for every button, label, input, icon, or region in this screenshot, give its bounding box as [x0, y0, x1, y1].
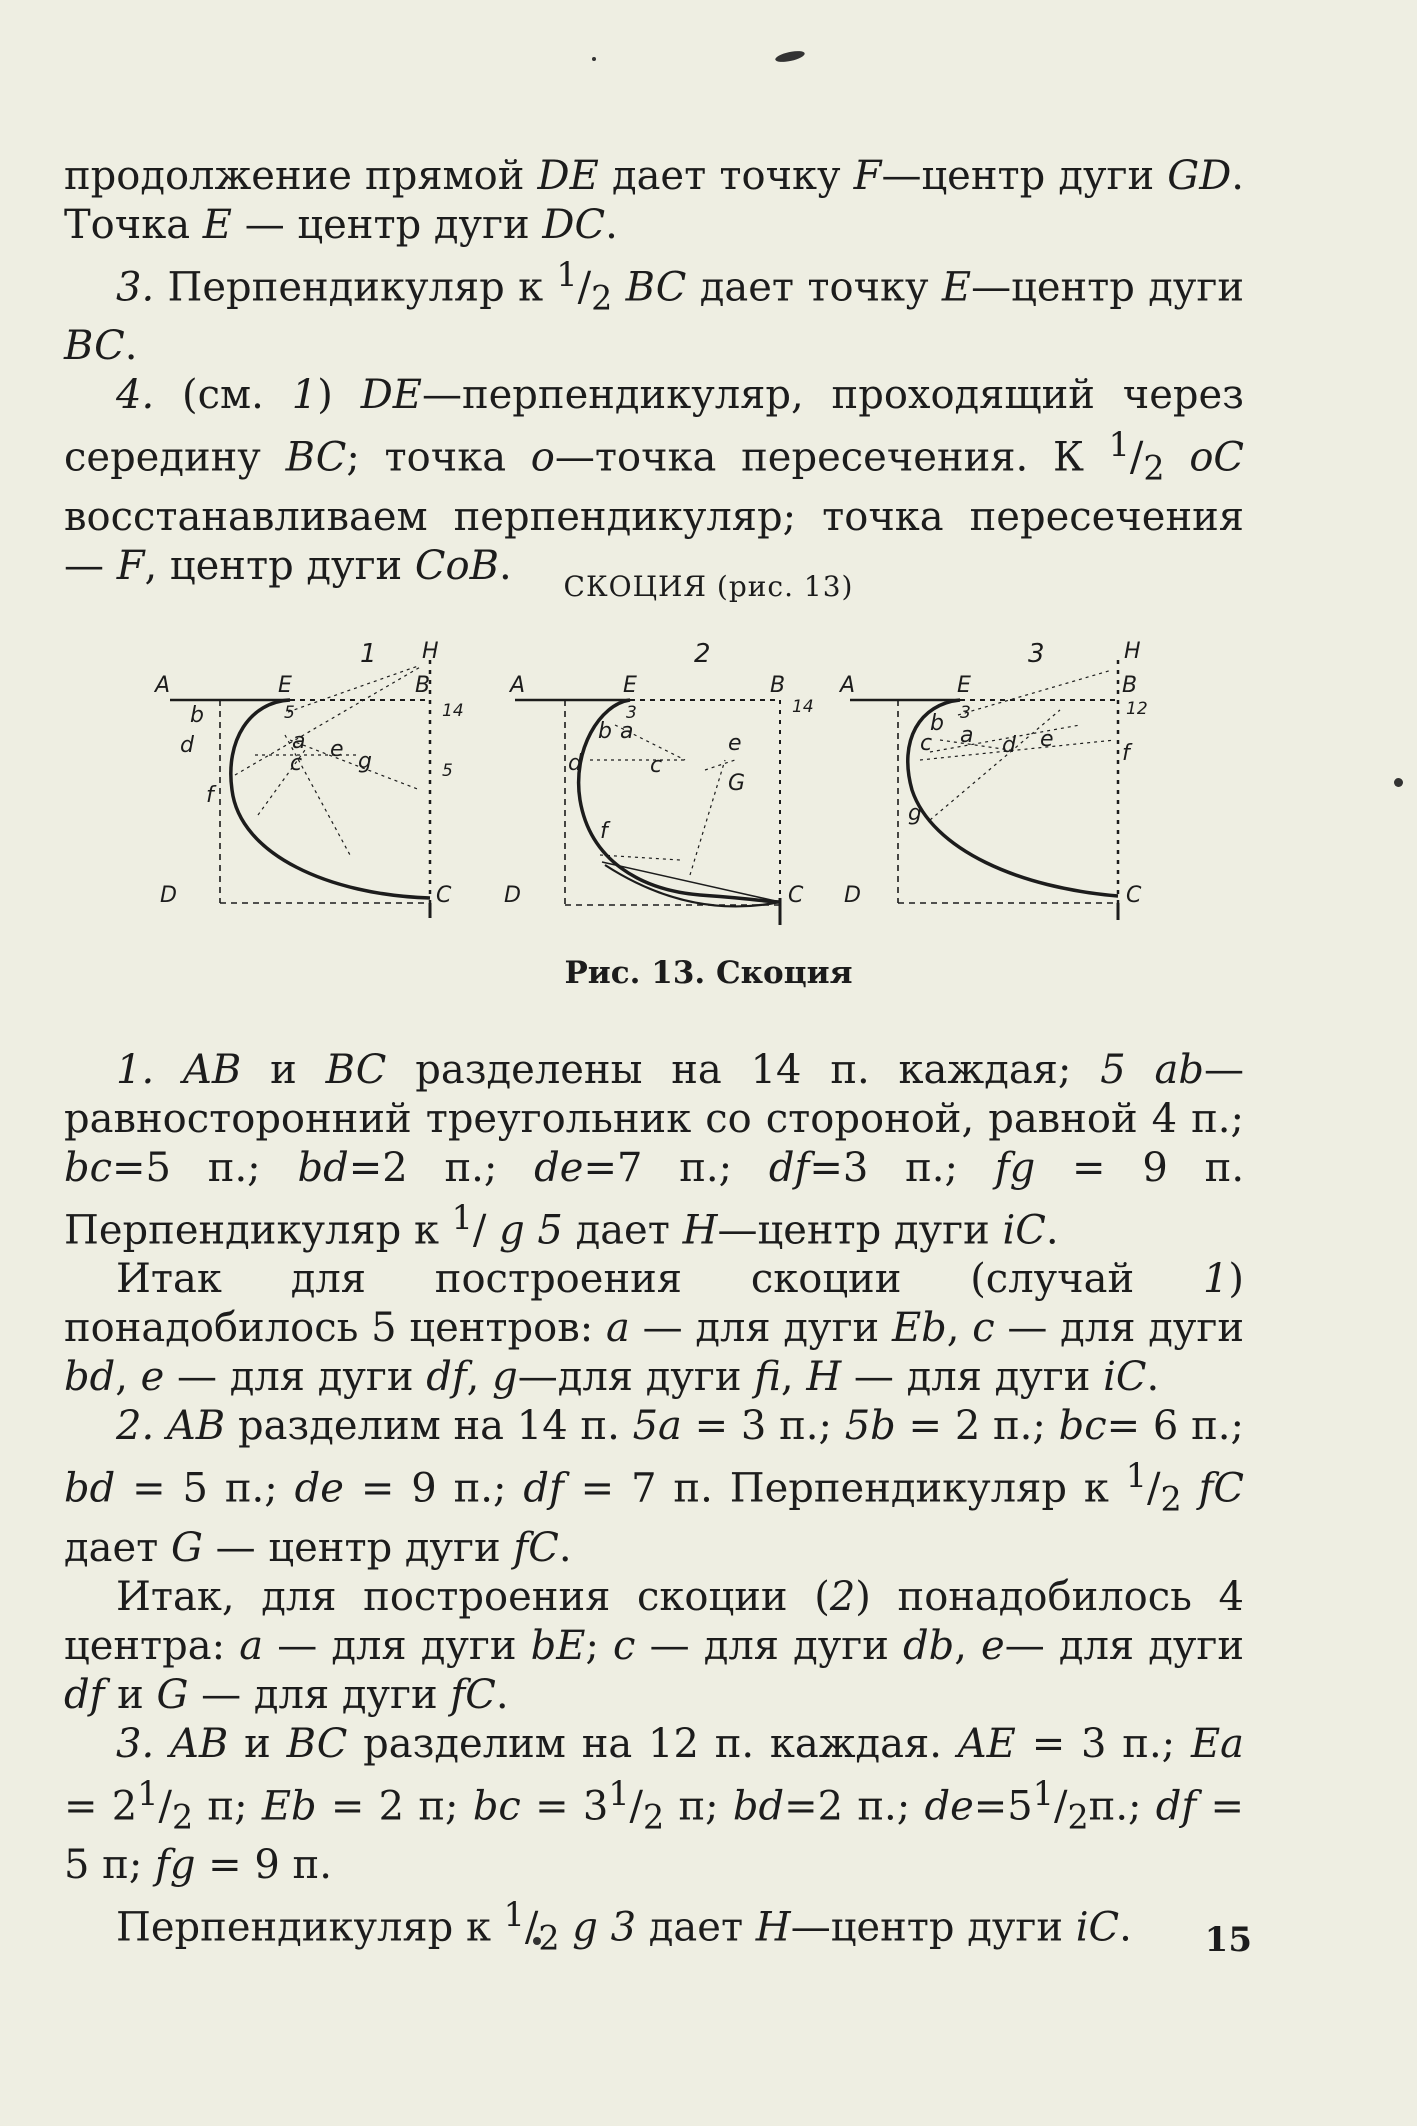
diagram-label: g — [358, 749, 372, 774]
figure-caption: Рис. 13. Скоция — [564, 955, 853, 991]
ink-speck — [592, 57, 596, 61]
diagram-label: a — [620, 719, 634, 744]
diagram-label: e — [1040, 727, 1054, 752]
section-heading: СКОЦИЯ (рис. 13) — [563, 570, 854, 603]
paragraph-p1: продолжение прямой DE дает точку F—центр дуги GD. Точка E — центр дуги DC. — [64, 153, 1245, 248]
scotia-figure — [155, 639, 1220, 930]
bottom-text-block — [64, 1046, 1244, 1962]
diagram-number: 1 — [360, 639, 377, 669]
diagram-label: 14 — [792, 697, 814, 717]
paragraph-p2: 3. Перпендикуляр к $^1/_2$ BC дает точку E—центр дуги BC. — [64, 255, 1244, 370]
diagram-label: b — [930, 711, 944, 736]
diagram-label: c — [290, 751, 303, 776]
diagram-label: E — [957, 673, 971, 698]
diagram-label: c — [920, 731, 933, 756]
diagram-number: 2 — [694, 639, 711, 669]
diagram-label: A — [510, 673, 526, 698]
diagram-label: 5 — [284, 703, 295, 723]
diagram-3 — [850, 660, 1118, 920]
diagram-label: A — [840, 673, 856, 698]
paragraph-p9: Перпендикуляр к $^1/_2$ g 3 дает H—центр дуги iC. — [116, 1894, 1132, 1958]
diagram-label: d — [1002, 733, 1016, 758]
ink-speck — [1394, 778, 1403, 787]
paragraph-p5: Итак для построения скоции (случай 1) понадобилось 5 центров: a — для дуги Eb, c — для дуги bd, e — для дуги df, g—для дуги fi, H — для дуги iC. — [64, 1256, 1244, 1401]
diagram-label: b — [598, 719, 612, 744]
diagram-label: B — [770, 673, 786, 698]
paragraph-p6: 2. AB разделим на 14 п. 5a = 3 п.; 5b = 2 п.; bc= 6 п.; bd = 5 п.; de = 9 п.; df = 7 п. Перпендикуляр к $^1/_2$ fC дает G — центр дуги fC. — [64, 1403, 1244, 1571]
diagram-label: 3 — [960, 703, 971, 723]
diagram-label: A — [155, 673, 171, 698]
top-text-block — [64, 152, 1244, 591]
diagram-label: C — [788, 883, 804, 908]
diagram-label: 14 — [442, 701, 464, 721]
diagram-label: D — [844, 883, 861, 908]
paragraph-p7: Итак, для построения скоции (2) понадобилось 4 центра: a — для дуги bE; c — для дуги db, e— для дуги df и G — для дуги fC. — [64, 1573, 1245, 1718]
page-number: 15 — [1204, 1920, 1252, 1960]
paragraph-p8: 3. AB и BC разделим на 12 п. каждая. AE = 3 п.; $Ea = 2^1/_2$ п; Eb = 2 п; bc = $3^1/_2$ п; bd=2 п.; $de=5^1/_2п$.; df = 5 п; fg = 9 п. — [64, 1720, 1244, 1888]
diagram-label: C — [1126, 883, 1142, 908]
paragraph-p3: 4. (см. 1) DE—перпендикуляр, проходящий через середину BC; точка o—точка пересечения. К $^1/_2$ oC восстанавливаем перпендикуляр; точка пересечения — F, центр дуги CoB. — [64, 372, 1244, 589]
diagram-label: B — [415, 673, 431, 698]
diagram-label: B — [1122, 673, 1138, 698]
diagram-label: d — [180, 733, 194, 758]
diagram-label: f — [1122, 741, 1130, 766]
diagram-label: D — [504, 883, 521, 908]
diagram-label: f — [206, 783, 214, 808]
diagram-label: g — [908, 801, 922, 826]
diagram-label: 3 — [626, 703, 637, 723]
diagram-label: b — [190, 703, 204, 728]
diagram-label: e — [728, 731, 742, 756]
diagram-label: C — [436, 883, 452, 908]
diagram-label: H — [1124, 639, 1141, 664]
diagram-label: c — [650, 753, 663, 778]
diagram-label: f — [600, 819, 608, 844]
diagram-label: 5 — [442, 761, 453, 781]
diagram-label: e — [330, 737, 344, 762]
paragraph-p4: 1. AB и BC разделены на 14 п. каждая; 5 ab— равносторонний треугольник со стороной, равной 4 п.; bc=5 п.; bd=2 п.; de=7 п.; df=3 п.; fg = 9 п. Перпендикуляр к $^1$/ g 5 дает H—центр дуги iC. — [64, 1047, 1245, 1254]
diagram-label: d — [568, 751, 582, 776]
diagram-label: D — [160, 883, 177, 908]
diagram-label: a — [960, 723, 974, 748]
ink-speck — [774, 49, 805, 64]
diagram-label: 12 — [1126, 699, 1148, 719]
diagram-label: G — [728, 771, 746, 796]
diagram-label: E — [278, 673, 292, 698]
diagram-number: 3 — [1028, 639, 1045, 669]
diagram-label: H — [422, 639, 439, 664]
diagram-label: E — [623, 673, 637, 698]
diagram-label: a — [292, 729, 306, 754]
